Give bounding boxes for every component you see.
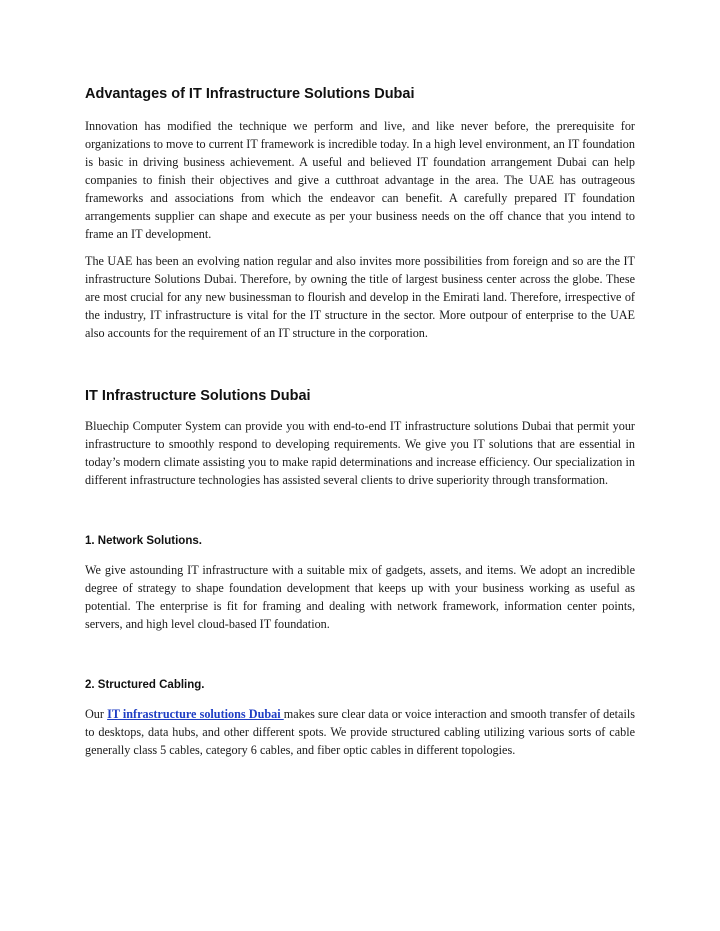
cabling-rest-text: makes sure clear data or voice interaction and smooth transfer of details to desktops, data hubs, and other different spots. We provide structured cabling utilizing various sorts of cable generally class 5 cables, category 6 cables, and fiber optic cables in different topologies. <box>85 707 635 757</box>
section-heading-network-solutions: 1. Network Solutions. <box>85 535 202 547</box>
it-infrastructure-link[interactable]: IT infrastructure solutions Dubai <box>107 707 284 721</box>
section-heading-advantages: Advantages of IT Infrastructure Solutions Dubai <box>85 86 415 102</box>
document-page <box>85 86 635 768</box>
section-heading-structured-cabling: 2. Structured Cabling. <box>85 679 205 691</box>
paragraph-it-infrastructure: Bluechip Computer System can provide you with end-to-end IT infrastructure solutions Dubai that permit your infrastructure to smoothly respond to developing requirements. We give you IT solutions that are essential in today’s modern climate assisting you to make rapid determinations and increase efficiency. Our specialization in different infrastructure technologies has assisted several clients to drive superiority through transformation. <box>85 419 635 487</box>
section-heading-it-infrastructure: IT Infrastructure Solutions Dubai <box>85 388 311 404</box>
paragraph-network-solutions: We give astounding IT infrastructure with a suitable mix of gadgets, assets, and items. We adopt an incredible degree of strategy to shape foundation development that keeps up with your business working as useful as potential. The enterprise is fit for framing and dealing with network framework, information center points, servers, and high level cloud-based IT foundation. <box>85 563 635 631</box>
paragraph-advantages-2: The UAE has been an evolving nation regular and also invites more possibilities from foreign and so are the IT infrastructure Solutions Dubai. Therefore, by owning the title of largest business center across the globe. These are most crucial for any new businessman to flourish and develop in the Emirati land. Therefore, irrespective of the industry, IT infrastructure is vital for the IT structure in the sector. More outpour of enterprise to the UAE also accounts for the requirement of an IT structure in the corporation. <box>85 254 635 340</box>
paragraph-structured-cabling <box>85 705 635 759</box>
cabling-lead-text: Our <box>85 707 108 721</box>
paragraph-advantages-1: Innovation has modified the technique we perform and live, and like never before, the prerequisite for organizations to move to current IT framework is incredible today. In a high level environment, an IT foundation is basic in driving business achievement. A useful and believed IT foundation arrangement Dubai can help companies to finish their objectives and give a cutthroat advantage in the area. The UAE has outrageous frameworks and associations from which the endeavor can benefit. A carefully prepared IT foundation arrangements supplier can shape and execute as per your business needs on the off chance that you intend to frame an IT development. <box>85 119 635 241</box>
